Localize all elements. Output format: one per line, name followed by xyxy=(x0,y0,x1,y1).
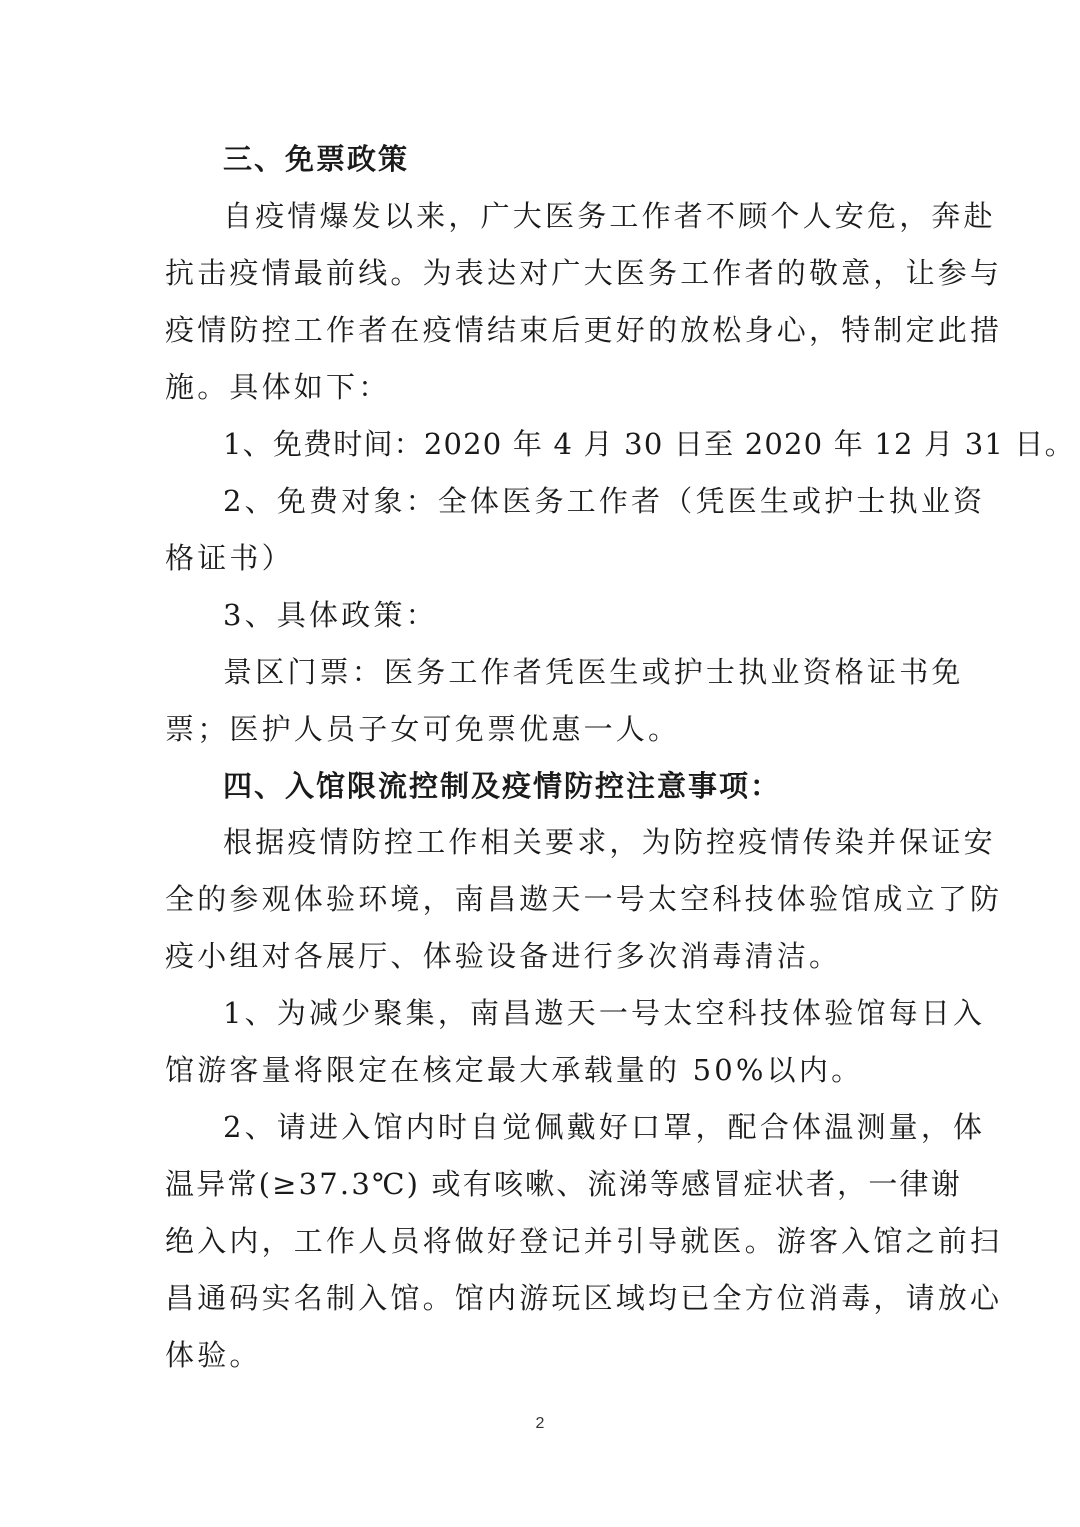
section-4-intro-line-1: 根据疫情防控工作相关要求，为防控疫情传染并保证安 xyxy=(223,825,996,859)
ticket-policy-line-1: 景区门票：医务工作者凭医生或护士执业资格证书免 xyxy=(223,655,964,689)
health-item-line-5: 体验。 xyxy=(165,1338,262,1372)
section-3-intro-line-1: 自疫情爆发以来，广大医务工作者不顾个人安危，奔赴 xyxy=(223,199,996,233)
health-item-line-1: 2、请进入馆内时自觉佩戴好口罩，配合体温测量，体 xyxy=(223,1110,986,1144)
health-item-line-2: 温异常(≥37.3℃) 或有咳嗽、流涕等感冒症状者，一律谢 xyxy=(165,1167,962,1201)
policy-item: 3、具体政策： xyxy=(223,598,438,632)
page-number: 2 xyxy=(535,1415,545,1432)
free-target-item-line-1: 2、免费对象：全体医务工作者（凭医生或护士执业资 xyxy=(223,484,986,518)
section-4-intro-line-3: 疫小组对各展厅、体验设备进行多次消毒清洁。 xyxy=(165,939,842,973)
section-4-intro-line-2: 全的参观体验环境，南昌遨天一号太空科技体验馆成立了防 xyxy=(165,882,1003,916)
health-item-line-4: 昌通码实名制入馆。馆内游玩区域均已全方位消毒，请放心 xyxy=(165,1281,1003,1315)
capacity-item-line-2: 馆游客量将限定在核定最大承载量的 50%以内。 xyxy=(165,1053,864,1087)
section-3-intro-line-4: 施。具体如下： xyxy=(165,370,391,404)
free-target-item-line-2: 格证书） xyxy=(165,541,294,575)
section-3-intro-line-2: 抗击疫情最前线。为表达对广大医务工作者的敬意，让参与 xyxy=(165,256,1003,290)
section-3-heading: 三、免票政策 xyxy=(223,142,410,176)
capacity-item-line-1: 1、为减少聚集，南昌遨天一号太空科技体验馆每日入 xyxy=(223,996,986,1030)
section-4-heading: 四、入馆限流控制及疫情防控注意事项： xyxy=(223,769,782,803)
health-item-line-3: 绝入内，工作人员将做好登记并引导就医。游客入馆之前扫 xyxy=(165,1224,1003,1258)
free-time-item: 1、免费时间：2020 年 4 月 30 日至 2020 年 12 月 31 日。 xyxy=(223,427,1075,461)
section-3-intro-line-3: 疫情防控工作者在疫情结束后更好的放松身心，特制定此措 xyxy=(165,313,1003,347)
ticket-policy-line-2: 票；医护人员子女可免票优惠一人。 xyxy=(165,712,681,746)
